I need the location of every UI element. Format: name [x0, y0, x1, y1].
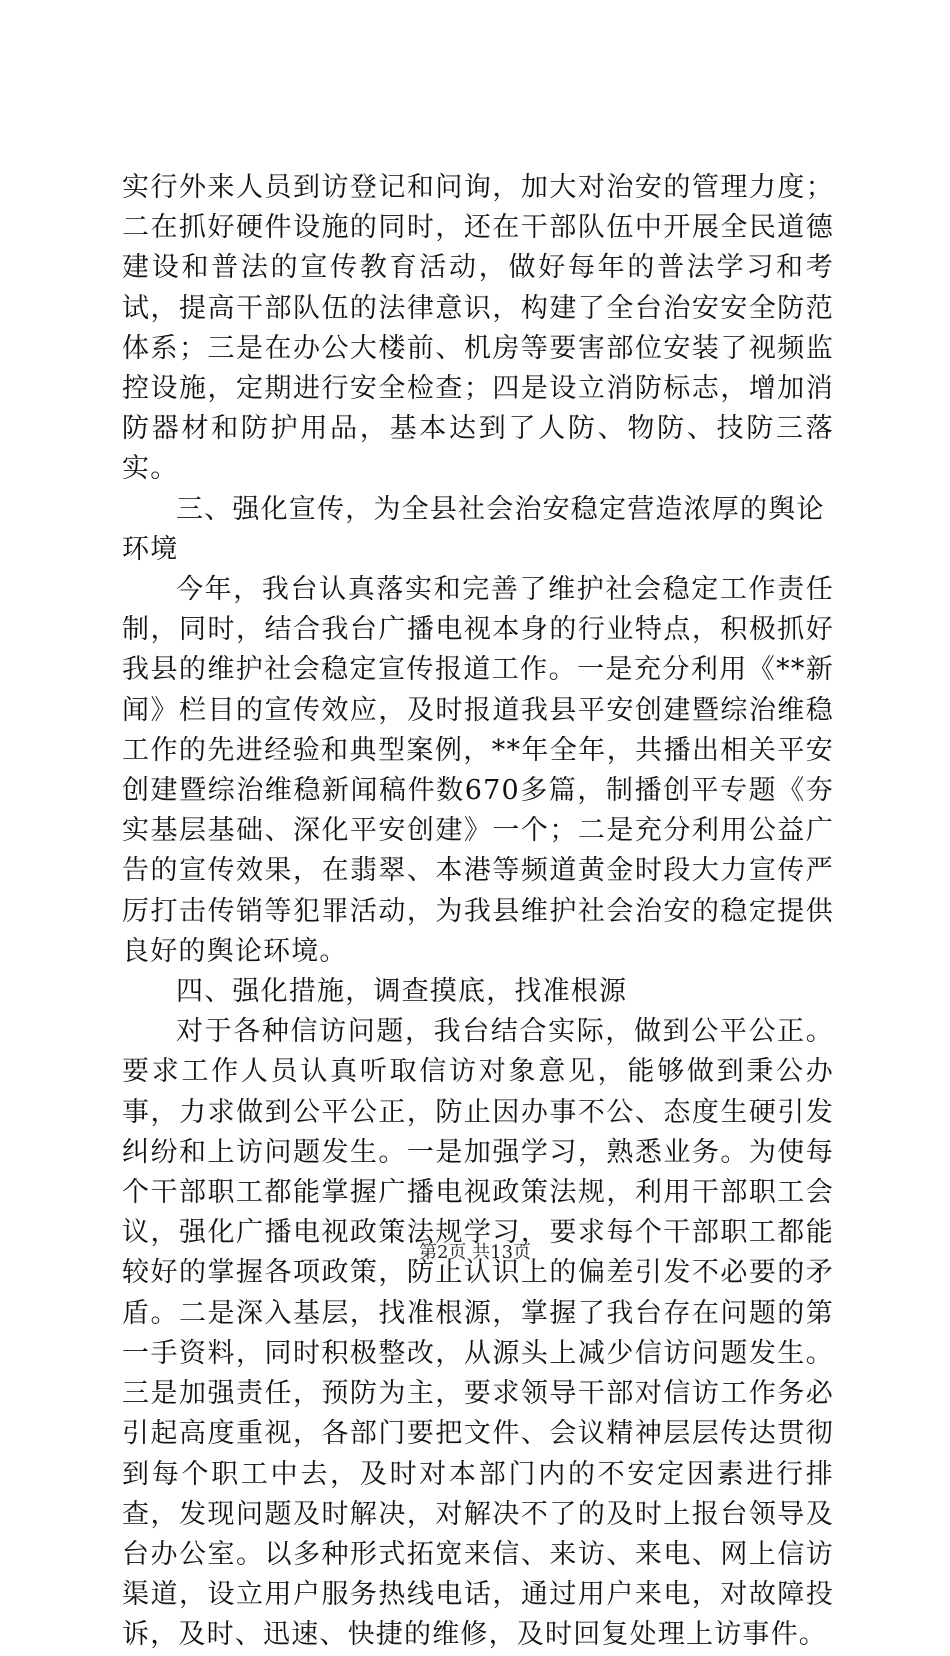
document-body [122, 168, 834, 1656]
paragraph-publicity: 今年，我台认真落实和完善了维护社会稳定工作责任制，同时，结合我台广播电视本身的行业特点，积极抓好我县的维护社会稳定宣传报道工作。一是充分利用《**新闻》栏目的宣传效应，及时报道我县平安创建暨综治维稳工作的先进经验和典型案例，**年全年，共播出相关平安创建暨综治维稳新闻稿件数670多篇，制播创平专题《夯实基层基础、深化平安创建》一个；二是充分利用公益广告的宣传效果，在翡翠、本港等频道黄金时段大力宣传严厉打击传销等犯罪活动，为我县维护社会治安的稳定提供良好的舆论环境。 [122, 574, 834, 967]
paragraph-measures: 对于各种信访问题，我台结合实际，做到公平公正。要求工作人员认真听取信访对象意见，能够做到秉公办事，力求做到公平公正，防止因办事不公、态度生硬引发纠纷和上访问题发生。一是加强学习，熟悉业务。为使每个干部职工都能掌握广播电视政策法规，利用干部职工会议，强化广播电视政策法规学习，要求每个干部职工都能较好的掌握各项政策，防止认识上的偏差引发不必要的矛盾。二是深入基层，找准根源，掌握了我台存在问题的第一手资料，同时积极整改，从源头上减少信访问题发生。三是加强责任，预防为主，要求领导干部对信访工作务必引起高度重视，各部门要把文件、会议精神层层传达贯彻到每个职工中去，及时对本部门内的不安定因素进行排查，发现问题及时解决，对解决不了的及时上报台领导及台办公室。以多种形式拓宽来信、来访、来电、网上信访渠道，设立用户服务热线电话，通过用户来电，对故障投诉，及时、迅速、快捷的维修，及时回复处理上访事件。 [122, 1016, 834, 1651]
section-heading-3: 三、强化宣传，为全县社会治安稳定营造浓厚的舆论环境 [122, 493, 825, 565]
paragraph-continuation: 实行外来人员到访登记和问询，加大对治安的管理力度；二在抓好硬件设施的同时，还在干部队伍中开展全民道德建设和普法的宣传教育活动，做好每年的普法学习和考试，提高干部队伍的法律意识，构建了全台治安安全防范体系；三是在办公大楼前、机房等要害部位安装了视频监控设施，定期进行安全检查；四是设立消防标志，增加消防器材和防护用品，基本达到了人防、物防、技防三落实。 [122, 172, 834, 485]
section-heading-4: 四、强化措施，调查摸底，找准根源 [176, 976, 628, 1008]
page-number-footer: 第2页 共13页 [418, 1242, 532, 1263]
